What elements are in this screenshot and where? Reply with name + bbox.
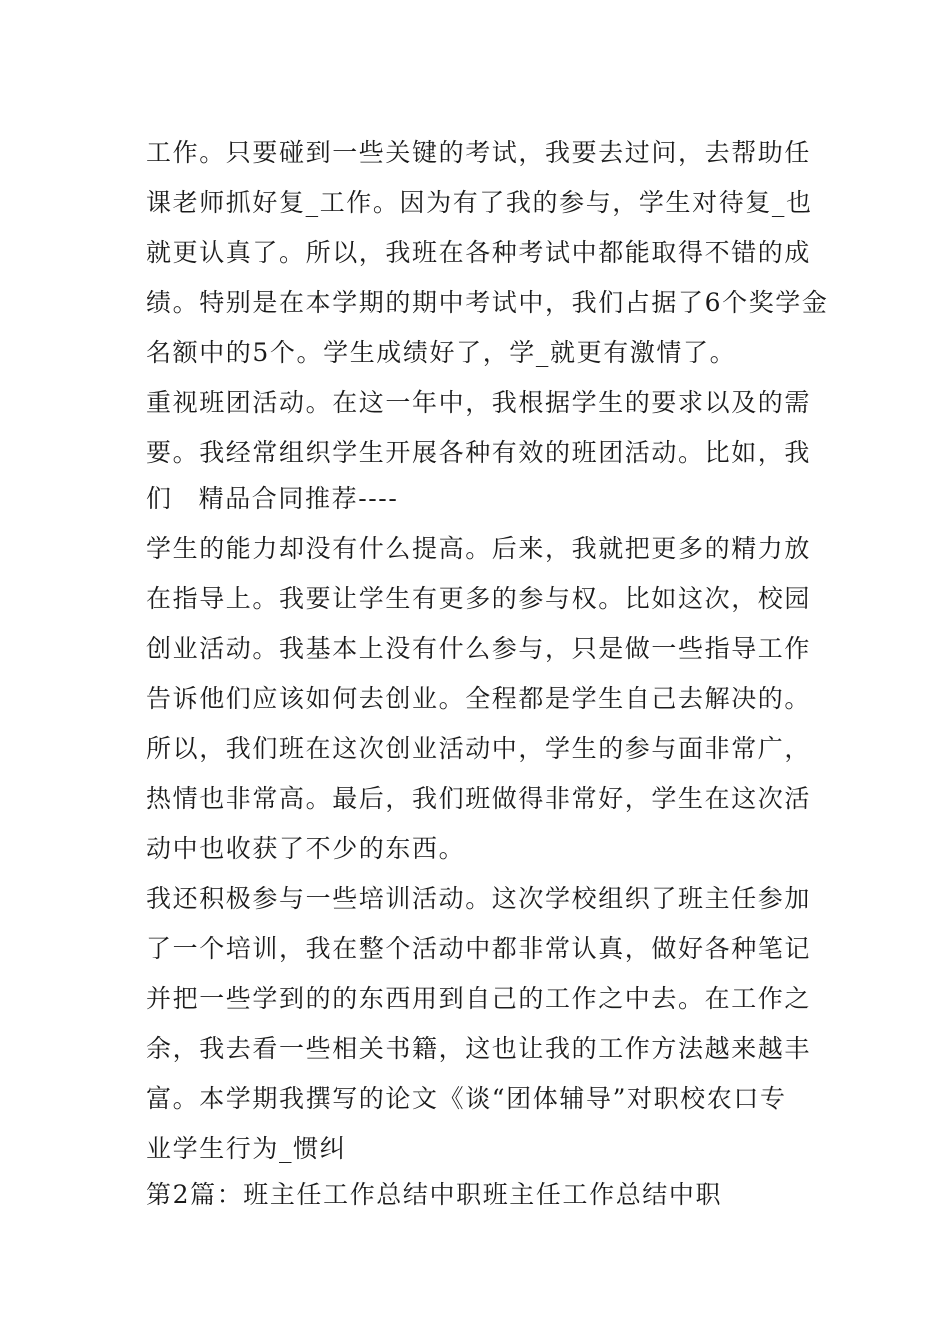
text-line-with-recommend — [146, 474, 826, 524]
text-line-fragment: 们 — [146, 484, 173, 513]
text-line: 工作。只要碰到一些关键的考试，我要去过问，去帮助任 — [146, 138, 812, 167]
text-line: 要。我经常组织学生开展各种有效的班团活动。比如，我 — [146, 438, 812, 467]
text-line: 创业活动。我基本上没有什么参与，只是做一些指导工作 — [146, 634, 812, 663]
text-line: 动中也收获了不少的东西。 — [146, 834, 466, 863]
section-heading: 第2篇：班主任工作总结中职班主任工作总结中职 — [146, 1180, 723, 1209]
text-line: 就更认真了。所以，我班在各种考试中都能取得不错的成 — [146, 238, 812, 267]
text-line: 并把一些学到的的东西用到自己的工作之中去。在工作之 — [146, 984, 812, 1013]
text-line: 业学生行为_惯纠 — [146, 1134, 347, 1163]
text-line: 我还积极参与一些培训活动。这次学校组织了班主任参加 — [146, 884, 812, 913]
text-line: 学生的能力却没有什么提高。后来，我就把更多的精力放 — [146, 534, 812, 563]
text-line: 名额中的5个。学生成绩好了，学_就更有激情了。 — [146, 338, 737, 367]
text-line: 告诉他们应该如何去创业。全程都是学生自己去解决的。 — [146, 684, 812, 713]
text-line: 所以，我们班在这次创业活动中，学生的参与面非常广， — [146, 734, 812, 763]
text-line: 余，我去看一些相关书籍，这也让我的工作方法越来越丰 — [146, 1034, 812, 1063]
recommend-link[interactable]: 精品合同推荐---- — [198, 484, 399, 513]
text-line: 热情也非常高。最后，我们班做得非常好，学生在这次活 — [146, 784, 812, 813]
text-line: 在指导上。我要让学生有更多的参与权。比如这次，校园 — [146, 584, 812, 613]
text-line: 重视班团活动。在这一年中，我根据学生的要求以及的需 — [146, 388, 812, 417]
text-line: 富。本学期我撰写的论文《谈“团体辅导”对职校农口专 — [146, 1084, 787, 1113]
text-line: 课老师抓好复_工作。因为有了我的参与，学生对待复_也 — [146, 188, 813, 217]
text-line: 了一个培训，我在整个活动中都非常认真，做好各种笔记 — [146, 934, 812, 963]
text-line: 绩。特别是在本学期的期中考试中，我们占据了6个奖学金 — [146, 288, 829, 317]
